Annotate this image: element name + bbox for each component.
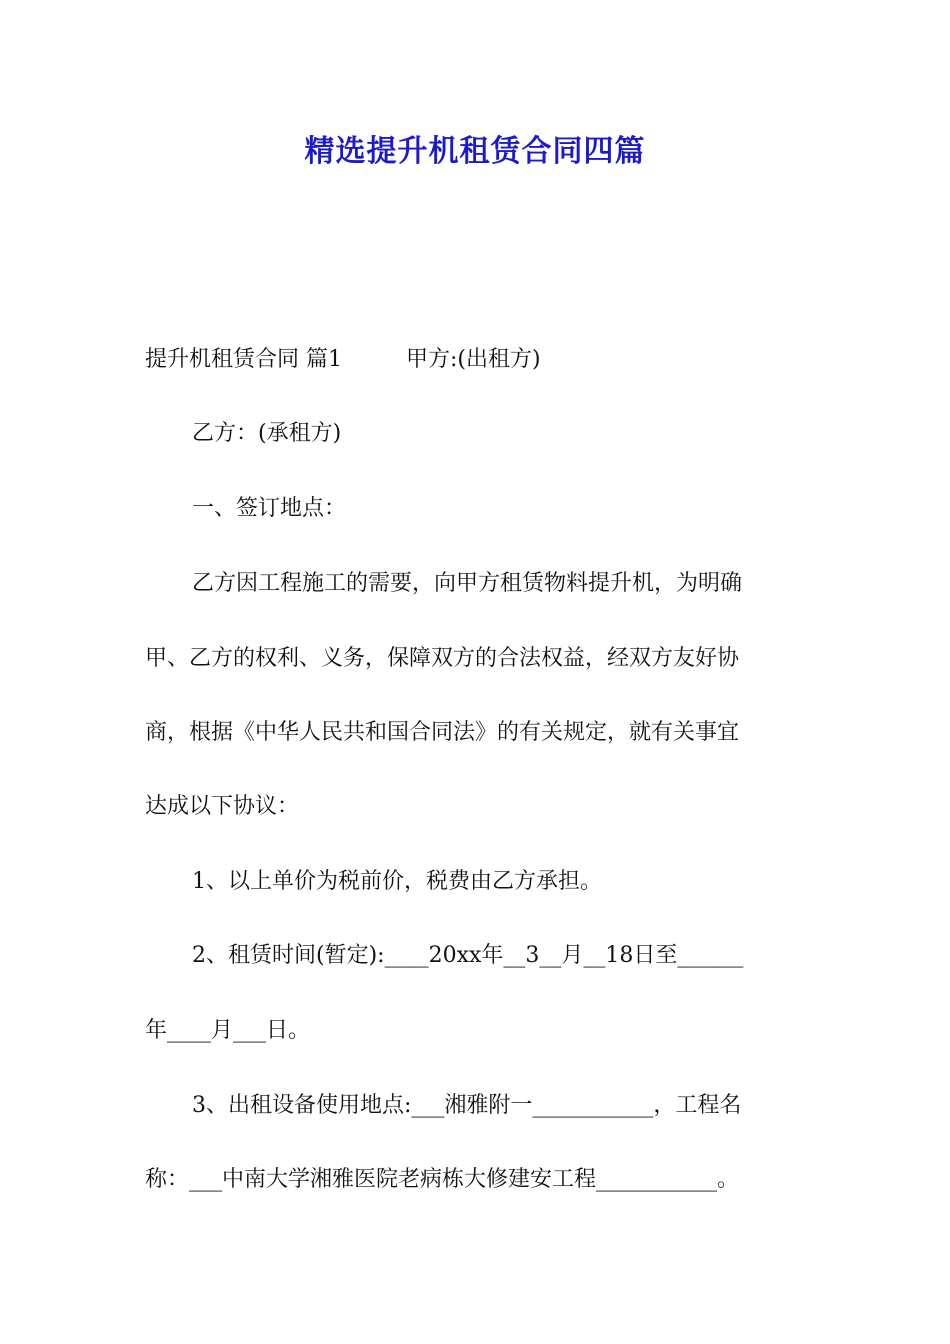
signing-place-label: 一、签订地点： [192, 496, 347, 521]
clause-2: 2、租赁时间(暂定):____20xx年__3__月__18日至______ [192, 943, 744, 968]
paragraph-line: 甲、乙方的权利、义务，保障双方的合法权益，经双方友好协 [145, 646, 740, 671]
paragraph-line [145, 344, 810, 376]
clause-3: 3、出租设备使用地点:___湘雅附一___________，工程名 [192, 1093, 742, 1118]
paragraph-line: 达成以下协议： [145, 794, 300, 819]
section-heading: 提升机租赁合同 篇1 [145, 347, 342, 372]
clause-2-continued: 年____月___日。 [145, 1018, 311, 1043]
clause-1: 1、以上单价为税前价，税费由乙方承担。 [192, 869, 602, 894]
party-b-label: 乙方：(承租方) [192, 421, 342, 446]
document-title: 精选提升机租赁合同四篇 [304, 134, 646, 169]
paragraph-line: 商，根据《中华人民共和国合同法》的有关规定，就有关事宜 [145, 720, 740, 745]
paragraph-line: 乙方因工程施工的需要，向甲方租赁物料提升机，为明确 [192, 571, 743, 596]
party-a-label: 甲方:(出租方) [406, 347, 541, 372]
clause-3-continued: 称：___中南大学湘雅医院老病栋大修建安工程___________。 [145, 1167, 740, 1192]
